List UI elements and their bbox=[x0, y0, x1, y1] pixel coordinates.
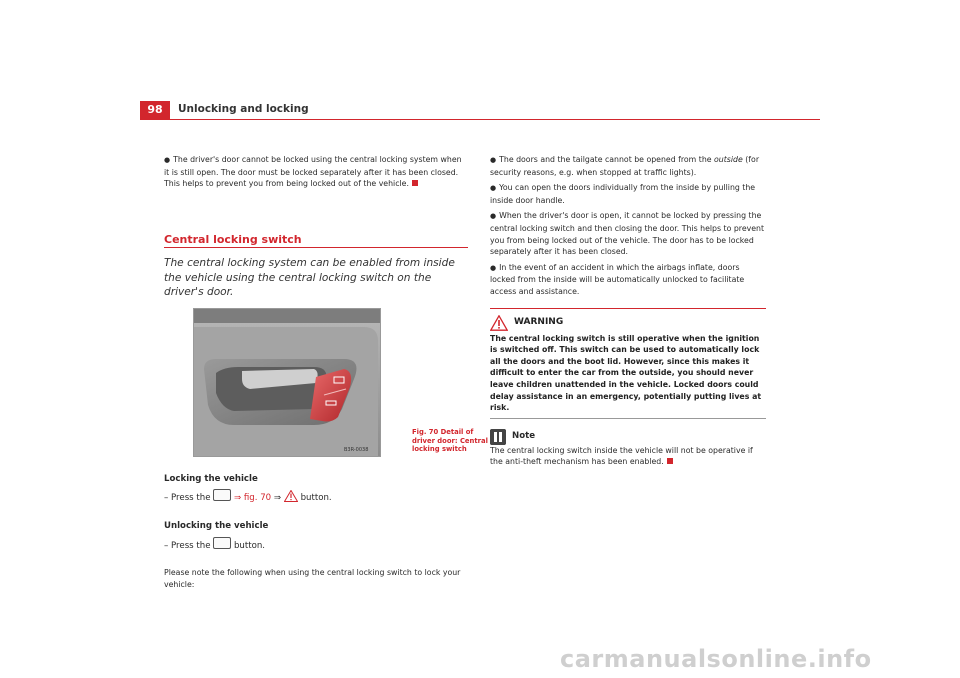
usage-note: Please note the following when using the central locking switch to lock your vehicle: bbox=[164, 568, 461, 589]
note-header bbox=[490, 429, 766, 445]
bullet-item: ● The doors and the tailgate cannot be opened from the outside (for security reasons, e.g. when stopped at traffic lights). bbox=[490, 155, 760, 177]
door-switch-photo bbox=[193, 308, 381, 457]
unlocking-step: – Press the button. bbox=[164, 537, 468, 553]
figure bbox=[164, 308, 488, 458]
bullet-item: ● You can open the doors individually from the inside by pulling the inside door handle. bbox=[490, 183, 756, 205]
locking-step: – Press the ⇒ fig. 70 ⇒ button. bbox=[164, 489, 468, 505]
top-bullet: ● The driver's door cannot be locked using the central locking system when it is still open. The door must be locked separately after it has been closed. This helps to prevent you from being locked out of the vehicle. bbox=[164, 155, 462, 189]
bullet-dot: ● bbox=[164, 156, 171, 164]
figure-code: B3R-0038 bbox=[344, 446, 369, 453]
figure-caption: Fig. 70 Detail of driver door: Central locking switch bbox=[412, 427, 488, 454]
page-number: 98 bbox=[140, 101, 170, 119]
note-icon bbox=[490, 429, 506, 445]
warning-label: WARNING bbox=[514, 316, 564, 327]
fig-link[interactable]: ⇒ fig. 70 bbox=[233, 493, 272, 504]
bullet-item: ● In the event of an accident in which the airbags inflate, doors locked from the inside will be automatically unlocked to facilitate access and assistance. bbox=[490, 262, 745, 296]
warning-triangle-icon bbox=[490, 315, 508, 331]
end-mark bbox=[667, 458, 673, 464]
warning-box bbox=[490, 308, 766, 419]
note-text: The central locking switch inside the vehicle will not be operative if the anti-theft mechanism has been enabled. bbox=[490, 445, 753, 467]
section-title: Central locking switch bbox=[164, 234, 468, 249]
header-title: Unlocking and locking bbox=[178, 103, 309, 115]
note-label: Note bbox=[512, 430, 536, 441]
watermark: carmanualsonline.info bbox=[560, 645, 872, 673]
section-intro: The central locking system can be enabled from inside the vehicle using the central locking switch on the driver's door. bbox=[164, 257, 455, 299]
end-mark bbox=[412, 180, 418, 186]
unlocking-heading: Unlocking the vehicle bbox=[164, 521, 269, 532]
header-rule bbox=[140, 119, 820, 120]
warning-header bbox=[490, 313, 766, 333]
right-column bbox=[490, 154, 766, 472]
bullet-item: ● When the driver's door is open, it cannot be locked by pressing the central locking switch and then closing the door. This helps to prevent you from being locked out of the vehicle. The door has to be locked separately after it has been closed. bbox=[490, 211, 765, 257]
left-column bbox=[164, 154, 488, 590]
warning-triangle-icon bbox=[284, 490, 298, 502]
locking-heading: Locking the vehicle bbox=[164, 473, 258, 484]
unlock-key-icon bbox=[213, 537, 231, 549]
lock-key-icon bbox=[213, 489, 231, 501]
warning-text: The central locking switch is still operative when the ignition is switched off. This switch can be used to automatically lock all the doors and the boot lid. However, since this makes it difficult to enter the car from the outside, you should never leave children unattended in the vehicle. Locked doors could delay assistance in an emergency, potentially putting lives at risk. bbox=[490, 333, 762, 413]
